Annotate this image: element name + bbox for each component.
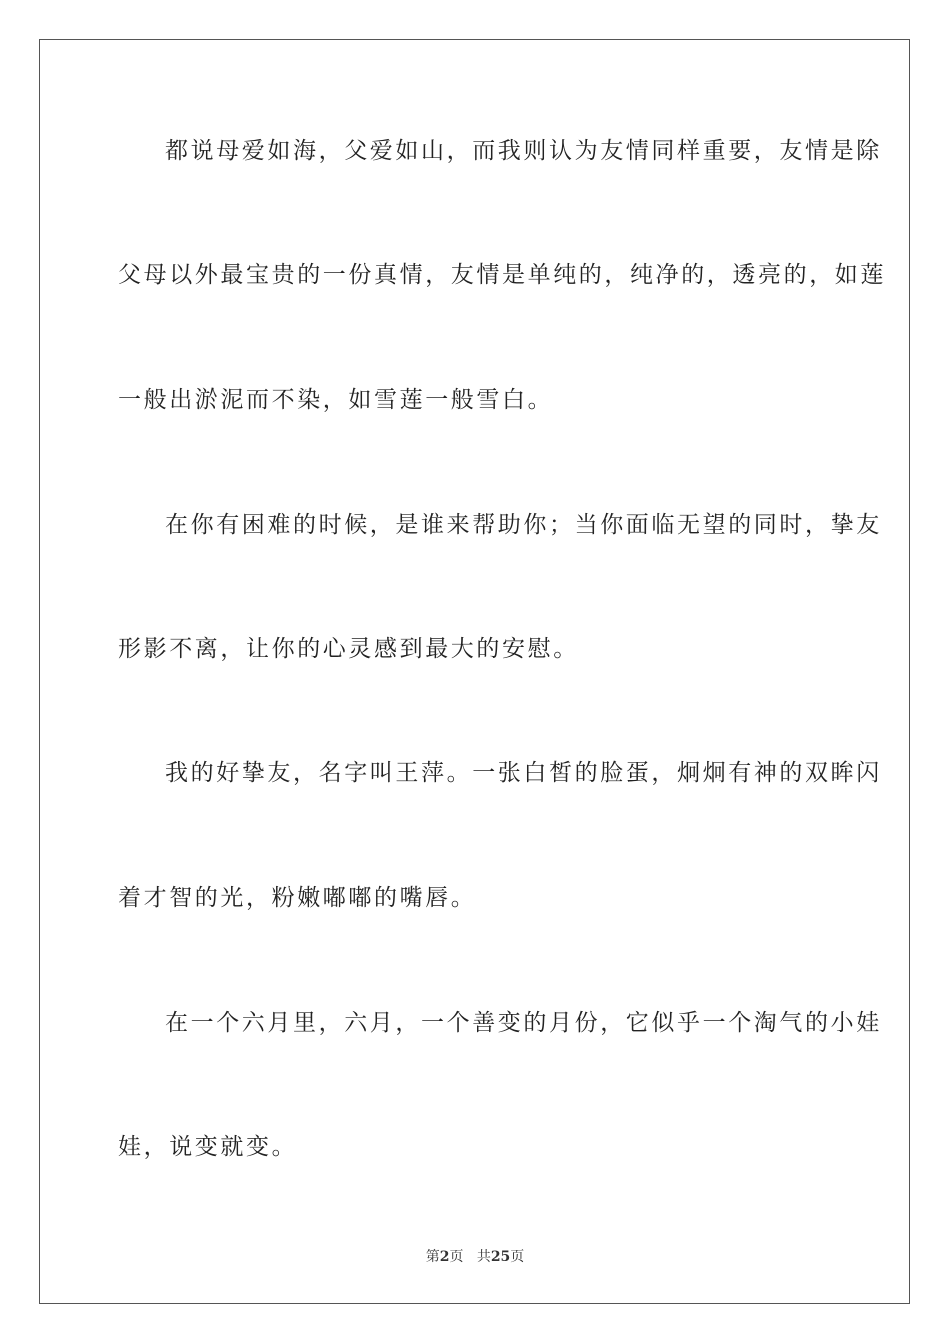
- page-number: 2: [439, 1249, 450, 1265]
- paragraph-1-line-1: 都说母爱如海，父爱如山，而我则认为友情同样重要，友情是除: [165, 138, 882, 164]
- paragraph-3-line-2: 着才智的光，粉嫩嘟嘟的嘴唇。: [118, 885, 477, 911]
- page-border: [39, 39, 910, 1304]
- paragraph-2-line-2: 形影不离，让你的心灵感到最大的安慰。: [118, 636, 579, 662]
- paragraph-1-line-3: 一般出淤泥而不染，如雪莲一般雪白。: [118, 387, 554, 413]
- total-suffix: 页: [510, 1249, 525, 1265]
- paragraph-4-line-2: 娃，说变就变。: [118, 1134, 298, 1160]
- paragraph-4-line-1: 在一个六月里，六月，一个善变的月份，它似乎一个淘气的小娃: [165, 1010, 882, 1036]
- paragraph-1-line-2: 父母以外最宝贵的一份真情，友情是单纯的，纯净的，透亮的，如莲: [118, 262, 886, 288]
- total-prefix: 共: [476, 1249, 491, 1265]
- paragraph-2-line-1: 在你有困难的时候，是谁来帮助你；当你面临无望的同时，挚友: [165, 512, 882, 538]
- page-footer: [0, 1247, 950, 1267]
- page-suffix: 页: [449, 1249, 464, 1265]
- total-pages: 25: [490, 1249, 511, 1265]
- paragraph-3-line-1: 我的好挚友，名字叫王萍。一张白皙的脸蛋，炯炯有神的双眸闪: [165, 760, 882, 786]
- page-prefix: 第: [425, 1249, 440, 1265]
